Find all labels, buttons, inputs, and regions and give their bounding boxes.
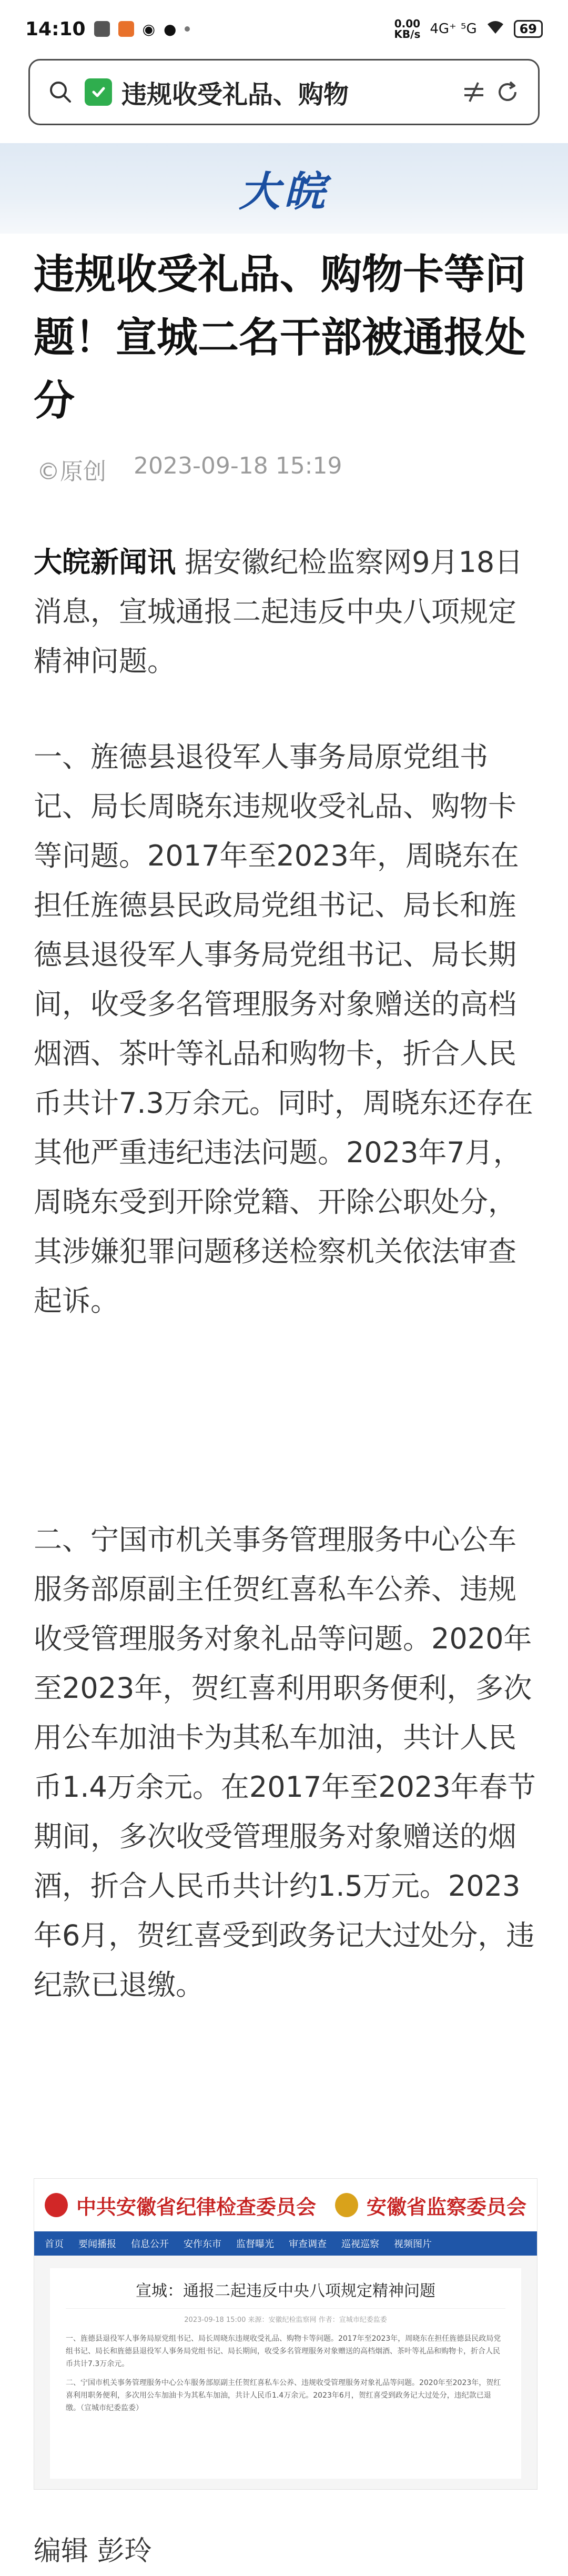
image-sheet-paragraph-1: 一、旌德县退役军人事务局原党组书记、局长周晓东违规收受礼品、购物卡等问题。2017年至2023年，周晓东在担任旌德县民政局党组书记、局长和旌德县退役军人事务局党组书记、局长期间，收受多名管理服务对象赠送的高档烟酒、茶叶等礼品和购物卡，折合人民币共计7.3万余元。 [66, 2334, 501, 2368]
status-bar [0, 0, 568, 58]
message-icon: ● [164, 20, 177, 38]
article-title: 违规收受礼品、购物卡等问题！宣城二名干部被通报处分 [34, 251, 526, 425]
image-sheet [50, 2268, 521, 2479]
image-nav-item: 信息公开 [131, 2239, 169, 2250]
notification-icon [94, 21, 110, 37]
app-icon [118, 21, 134, 37]
status-time: 14:10 [25, 18, 86, 40]
party-emblem-icon [45, 2193, 68, 2217]
image-sheet-paragraph-2: 二、宁国市机关事务管理服务中心公车服务部原副主任贺红喜私车公养、违规收受管理服务对象礼品等问题。2020年至2023年，贺红喜利用职务便利，多次用公车加油卡为其私车加油，共计人民币1.4万余元。2023年6月，贺红喜受到政务记大过处分，违纪款已退缴。（宣城市纪委监委） [66, 2379, 501, 2412]
article-paragraph-1: 一、旌德县退役军人事务局原党组书记、局长周晓东违规收受礼品、购物卡等问题。2017年至2023年，周晓东在担任旌德县民政局党组书记、局长和旌德县退役军人事务局党组书记、局长期间，收受多名管理服务对象赠送的高档烟酒、茶叶等礼品和购物卡，折合人民币共计7.3万余元。同时，周晓东还存在其他严重违纪违法问题。2023年7月，周晓东受到开除党籍、开除公职处分，其涉嫌犯罪问题移送检察机关依法审查起诉。 [34, 740, 533, 1317]
national-emblem-icon [335, 2193, 358, 2217]
image-header-left: 中共安徽省纪律检查委员会 [76, 2195, 316, 2219]
article-paragraph-2: 二、宁国市机关事务管理服务中心公车服务部原副主任贺红喜私车公养、违规收受管理服务对象礼品等问题。2020年至2023年，贺红喜利用职务便利，多次用公车加油卡为其私车加油，共计人民币1.4万余元。在2017年至2023年春节期间，多次收受管理服务对象赠送的烟酒，折合人民币共计约1.5万元。2023年6月，贺红喜受到政务记大过处分，违纪款已退缴。 [34, 1523, 536, 2001]
signal-text: 4G⁺ ⁵G [430, 21, 477, 37]
image-nav [34, 2231, 537, 2256]
image-nav-item: 安作东市 [184, 2239, 221, 2250]
shield-check-icon [85, 78, 112, 106]
battery-icon [514, 20, 543, 38]
article-image[interactable] [34, 2178, 537, 2490]
address-query[interactable]: 违规收受礼品、购物 [121, 79, 349, 109]
article-source: ©原创 [37, 458, 106, 485]
image-header [34, 2179, 537, 2231]
image-sheet-meta: 2023-09-18 15:00 来源：安徽纪检监察网 作者：宣城市纪委监委 [184, 2316, 387, 2324]
refresh-icon[interactable] [491, 75, 524, 109]
article-editor: 编辑 彭玲 [34, 2535, 152, 2567]
search-icon[interactable] [44, 75, 77, 109]
image-header-right: 安徽省监察委员会 [366, 2195, 526, 2219]
image-nav-item: 首页 [45, 2239, 64, 2250]
net-speed-value: 0.00 [394, 17, 421, 30]
wifi-icon [486, 20, 504, 38]
network-speed [394, 18, 420, 39]
weibo-icon: ◉ [142, 20, 156, 38]
image-nav-item: 监督曝光 [236, 2239, 274, 2250]
status-right [394, 18, 543, 39]
image-nav-item: 审查调查 [289, 2239, 327, 2250]
lead-label: 大皖新闻讯 [34, 546, 176, 579]
battery-level: 69 [519, 22, 537, 36]
site-banner [0, 143, 568, 234]
not-equal-icon[interactable] [457, 75, 491, 109]
status-left [25, 18, 190, 40]
site-logo: 大皖 [238, 168, 329, 216]
article-lead [34, 538, 539, 686]
image-nav-item: 要闻播报 [78, 2239, 116, 2250]
article-date: 2023-09-18 15:19 [134, 452, 342, 479]
lead-text: 据安徽纪检监察网9月18日消息，宣城通报二起违反中央八项规定精神问题。 [34, 546, 523, 678]
more-dot-icon [185, 26, 190, 32]
image-sheet-title: 宣城：通报二起违反中央八项规定精神问题 [66, 2278, 505, 2309]
image-nav-item: 巡视巡察 [341, 2239, 379, 2250]
article-meta [37, 452, 342, 486]
net-speed-unit: KB/s [394, 28, 421, 41]
address-bar[interactable] [28, 59, 540, 125]
image-nav-item: 视频图片 [394, 2239, 432, 2250]
